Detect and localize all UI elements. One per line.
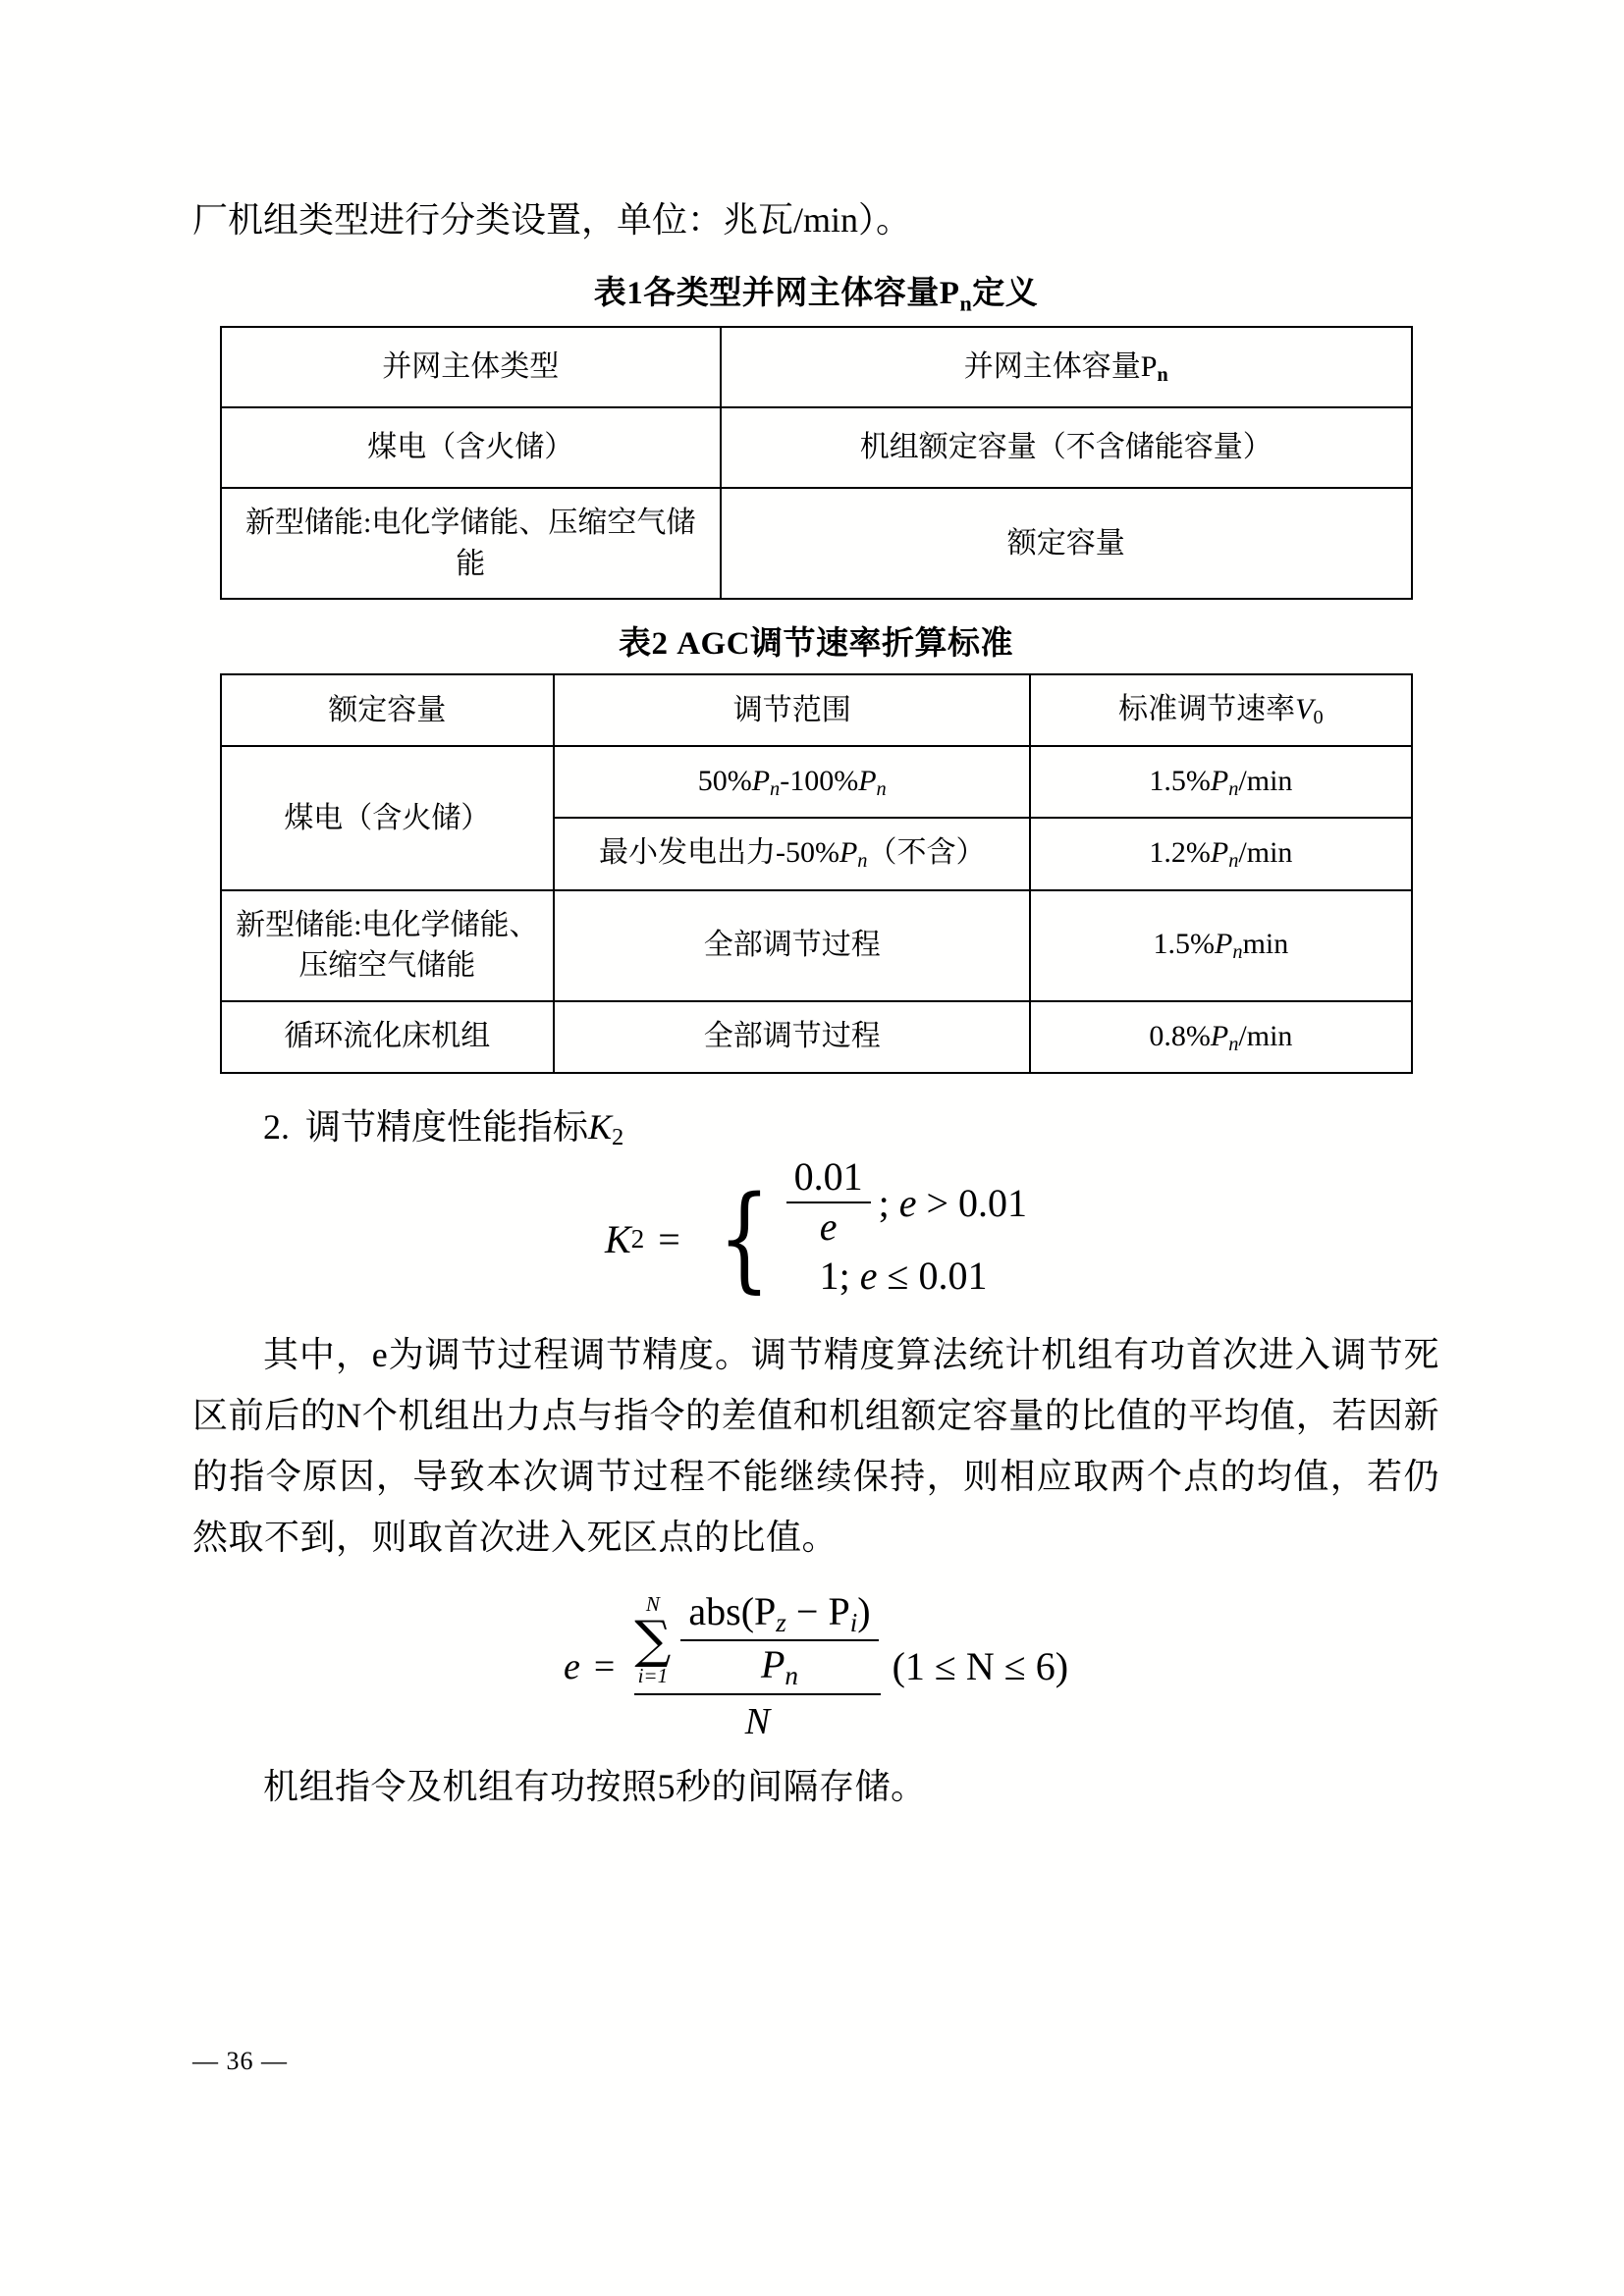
- formula-k2: [192, 1154, 1439, 1311]
- formula-e-lhs: e: [563, 1645, 580, 1687]
- rate-var: P: [1210, 836, 1229, 870]
- rate-suffix: /min: [1238, 765, 1293, 798]
- formula-e-outer-fraction: [634, 1590, 880, 1744]
- formula-e-inner-numerator: [680, 1590, 878, 1637]
- formula-k2-denominator: e: [819, 1204, 838, 1250]
- table1-caption: [192, 267, 1439, 317]
- formula-e-condition: (1 ≤ N ≤ 6): [892, 1644, 1069, 1689]
- abs-close: ): [857, 1588, 871, 1633]
- table-pn-definition: [220, 326, 1413, 600]
- table2-row3-range: 全部调节过程: [554, 1001, 1030, 1073]
- section-2-number: 2.: [263, 1106, 290, 1147]
- table-row: [221, 1001, 1412, 1073]
- range-sub: n: [857, 850, 868, 873]
- formula-k2-cond1-var: e: [898, 1180, 917, 1225]
- formula-k2-numerator: 0.01: [793, 1154, 863, 1200]
- formula-k2-equals: =: [658, 1216, 680, 1261]
- table1-row0-capacity: 机组额定容量（不含储能容量）: [721, 407, 1412, 488]
- range-sub: n: [770, 778, 781, 801]
- table1-header-type: 并网主体类型: [221, 327, 721, 407]
- rate-sub: n: [1232, 941, 1243, 964]
- table2-row0-capacity: 煤电（含火储）: [221, 746, 555, 890]
- formula-e-outer-denominator: N: [744, 1701, 771, 1743]
- table2-row1-range: [554, 818, 1030, 889]
- table1-caption-suffix: 定义: [972, 275, 1039, 311]
- table-row: [221, 407, 1412, 488]
- table2-row2-rate: [1030, 890, 1411, 1001]
- range-suffix: （不含）: [867, 836, 986, 870]
- table2-row0-rate: [1030, 746, 1411, 818]
- formula-k2-lhs: K: [604, 1216, 631, 1261]
- range-var2: P: [858, 765, 877, 798]
- table1-header-row: [221, 327, 1412, 407]
- table2-header-rate: [1030, 674, 1411, 746]
- range-var: P: [751, 765, 771, 798]
- table2-header-rate-sub: 0: [1313, 707, 1324, 729]
- table2-row3-rate: [1030, 1001, 1411, 1073]
- section-2-heading: [192, 1099, 1439, 1156]
- range-mid: -100%: [780, 765, 859, 798]
- table1-header-capacity-text: 并网主体容量P: [963, 349, 1158, 383]
- rate-suffix: min: [1242, 928, 1289, 961]
- pz-sub: z: [776, 1607, 786, 1637]
- table1-caption-prefix: 表1各类型并网主体容量P: [593, 275, 960, 311]
- formula-k2-lhs-sub: 2: [630, 1223, 645, 1254]
- formula-e-equals: =: [593, 1645, 616, 1687]
- range-prefix: 最小发电出力-50%: [598, 836, 839, 870]
- page-number: — 36 —: [192, 2047, 288, 2075]
- table1-row1-type: 新型储能:电化学储能、压缩空气储能: [221, 488, 721, 599]
- formula-e-summation: [634, 1590, 880, 1691]
- pn-var: P: [760, 1641, 785, 1686]
- rate-prefix: 1.5%: [1153, 928, 1216, 961]
- table-row: [221, 746, 1412, 818]
- formula-k2-case-1: $\frac{0.01}{e}$ ; e > 0.01: [785, 1166, 1027, 1239]
- table1-row0-type: 煤电（含火储）: [221, 407, 721, 488]
- formula-e: [192, 1590, 1439, 1744]
- rate-var: P: [1210, 765, 1229, 798]
- table-agc-rate-standard: [220, 673, 1413, 1074]
- fraction-bar: [680, 1639, 878, 1641]
- pn-sub: n: [785, 1660, 799, 1690]
- table2-row1-rate: [1030, 818, 1411, 889]
- table1-row1-capacity: 额定容量: [721, 488, 1412, 599]
- table2-header-row: [221, 674, 1412, 746]
- range-var: P: [839, 836, 858, 870]
- table2-header-rate-text: 标准调节速率: [1118, 692, 1296, 725]
- abs-open: abs(P: [688, 1588, 777, 1633]
- formula-e-body: [564, 1590, 1068, 1744]
- rate-sub: n: [1228, 1033, 1239, 1055]
- table-row: [221, 488, 1412, 599]
- closing-paragraph: 机组指令及机组有功按照5秒的间隔存储。: [263, 1767, 927, 1807]
- table2-header-range: 调节范围: [554, 674, 1030, 746]
- rate-sub: n: [1228, 778, 1239, 801]
- formula-k2-case2-value: 1: [819, 1253, 839, 1298]
- rate-sub: n: [1228, 850, 1239, 873]
- section-2-title-var: K: [588, 1106, 613, 1147]
- formula-k2-cases: [785, 1154, 1028, 1311]
- rate-suffix: /min: [1238, 836, 1293, 870]
- fraction-bar: [786, 1201, 871, 1203]
- formula-k2-fraction: [786, 1155, 871, 1250]
- table2-row3-capacity: 循环流化床机组: [221, 1001, 555, 1073]
- minus-term: − P: [785, 1588, 850, 1633]
- formula-k2-cond1-rest: > 0.01: [926, 1180, 1028, 1225]
- table1-header-capacity: [721, 327, 1412, 407]
- body-paragraph: 其中，e为调节过程调节精度。调节精度算法统计机组有功首次进入调节死区前后的N个机组出力点与指令的差值和机组额定容量的比值的平均值，若因新的指令原因，导致本次调节过程不能继续保持，则相应取两个点的均值，若仍然取不到，则取首次进入死区点的比值。: [192, 1335, 1439, 1557]
- sigma-glyph: ∑: [634, 1610, 672, 1670]
- sigma-upper-limit: N: [645, 1591, 660, 1616]
- formula-k2-body: [604, 1154, 1028, 1311]
- pi-sub: i: [849, 1607, 858, 1637]
- table2-caption: 表2 AGC调节速率折算标准: [618, 625, 1014, 662]
- page-content: [192, 192, 1439, 1818]
- formula-k2-cond2-var: e: [859, 1253, 878, 1298]
- formula-k2-cond2-rest: ≤ 0.01: [887, 1253, 988, 1298]
- rate-prefix: 0.8%: [1149, 1019, 1211, 1052]
- section-2-title-sub: 2: [612, 1123, 624, 1150]
- table1-header-capacity-sub: n: [1157, 363, 1168, 386]
- formula-e-inner-denominator: [753, 1643, 806, 1690]
- rate-prefix: 1.2%: [1149, 836, 1211, 870]
- table2-header-rate-var: V: [1295, 692, 1314, 725]
- table2-row0-range: [554, 746, 1030, 818]
- table-row: [221, 890, 1412, 1001]
- table1-caption-subscript: n: [959, 291, 973, 316]
- sigma-icon: [634, 1591, 672, 1687]
- table2-row2-range: 全部调节过程: [554, 890, 1030, 1001]
- formula-k2-case-2: 1 ; e ≤ 0.01: [819, 1253, 988, 1298]
- section-2-title: 调节精度性能指标: [305, 1106, 589, 1147]
- range-prefix: 50%: [697, 765, 752, 798]
- rate-var: P: [1215, 928, 1233, 961]
- opening-paragraph: 厂机组类型进行分类设置，单位：兆瓦/min）。: [192, 200, 912, 240]
- sigma-lower-limit: i=1: [637, 1663, 669, 1687]
- left-brace-icon: {: [718, 1172, 771, 1306]
- table2-row2-capacity: 新型储能:电化学储能、压缩空气储能: [221, 890, 555, 1001]
- rate-var: P: [1210, 1019, 1229, 1052]
- range-sub2: n: [876, 778, 887, 801]
- rate-suffix: /min: [1238, 1019, 1293, 1052]
- table2-header-capacity: 额定容量: [221, 674, 555, 746]
- rate-prefix: 1.5%: [1149, 765, 1211, 798]
- fraction-bar: [634, 1693, 880, 1695]
- formula-e-inner-fraction: [680, 1590, 878, 1691]
